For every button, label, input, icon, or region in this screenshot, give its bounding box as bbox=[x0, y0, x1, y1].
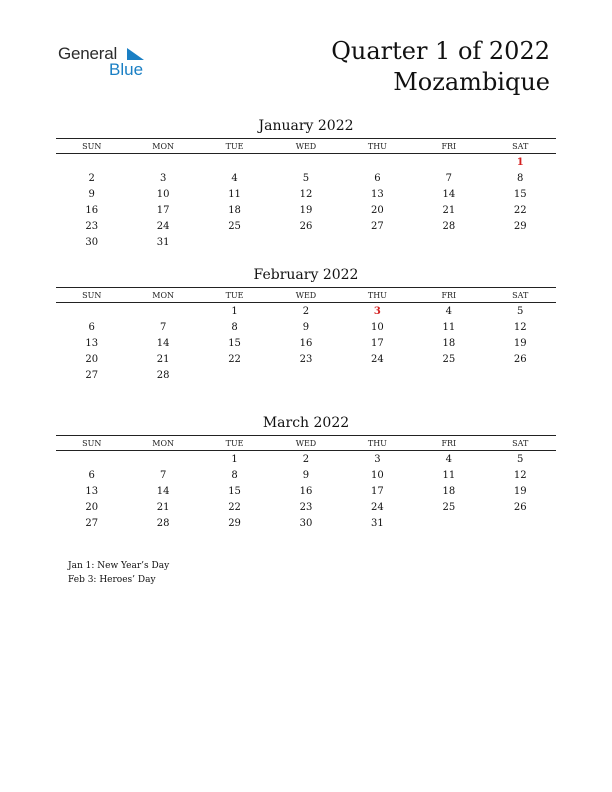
logo-word-blue: Blue bbox=[109, 60, 144, 79]
day-cell: 17 bbox=[371, 337, 384, 349]
week-row bbox=[56, 170, 556, 186]
holiday-notes bbox=[68, 559, 169, 587]
week-row bbox=[56, 218, 556, 234]
day-cell: 14 bbox=[442, 188, 456, 200]
weekday-label: FRI bbox=[441, 438, 457, 448]
weekday-label: FRI bbox=[441, 290, 457, 300]
day-cell: 11 bbox=[442, 469, 456, 481]
page-title bbox=[331, 36, 550, 98]
day-cell: 17 bbox=[371, 485, 384, 497]
day-cell: 11 bbox=[228, 188, 241, 200]
day-cell: 21 bbox=[156, 501, 170, 513]
weekday-label: MON bbox=[152, 290, 174, 300]
day-cell: 20 bbox=[85, 501, 99, 513]
weekday-label: SUN bbox=[82, 290, 102, 300]
day-cell: 15 bbox=[513, 188, 527, 200]
day-cell: 27 bbox=[85, 369, 99, 381]
day-cell: 27 bbox=[85, 517, 99, 529]
day-cell: 24 bbox=[371, 353, 384, 365]
day-cell: 25 bbox=[228, 220, 241, 232]
month-title: March 2022 bbox=[262, 415, 350, 431]
day-cell: 19 bbox=[513, 485, 527, 497]
day-cell: 6 bbox=[88, 321, 95, 333]
day-cell: 4 bbox=[445, 453, 452, 465]
day-cell: 18 bbox=[442, 485, 456, 497]
day-cell: 1 bbox=[516, 156, 524, 168]
day-cell: 5 bbox=[517, 305, 524, 317]
day-cell: 7 bbox=[159, 469, 167, 481]
day-cell: 3 bbox=[374, 453, 381, 465]
day-cell: 14 bbox=[156, 337, 170, 349]
day-cell: 15 bbox=[228, 337, 241, 349]
day-cell: 22 bbox=[228, 501, 241, 513]
weekday-label: FRI bbox=[441, 141, 457, 151]
day-cell: 9 bbox=[88, 188, 95, 200]
day-cell: 7 bbox=[159, 321, 167, 333]
week-row bbox=[56, 202, 556, 218]
weekday-label: WED bbox=[295, 141, 317, 151]
month-title: January 2022 bbox=[258, 118, 354, 134]
week-row bbox=[56, 515, 556, 531]
holiday-note: Jan 1: New Year’s Day bbox=[68, 561, 170, 571]
day-cell: 6 bbox=[88, 469, 95, 481]
day-cell: 28 bbox=[442, 220, 456, 232]
day-cell: 16 bbox=[299, 485, 313, 497]
weekday-header bbox=[56, 287, 556, 303]
week-row bbox=[56, 335, 556, 351]
day-cell: 6 bbox=[374, 172, 381, 184]
weekday-label: THU bbox=[367, 438, 387, 448]
month-title: February 2022 bbox=[253, 267, 359, 283]
day-cell: 31 bbox=[156, 236, 170, 248]
weekday-label: SUN bbox=[82, 141, 102, 151]
week-row bbox=[56, 186, 556, 202]
day-cell: 28 bbox=[156, 369, 170, 381]
weekday-label: TUE bbox=[225, 290, 244, 300]
weekday-label: THU bbox=[367, 141, 387, 151]
month-calendar bbox=[56, 413, 556, 531]
day-cell: 5 bbox=[517, 453, 524, 465]
day-cell: 26 bbox=[513, 353, 527, 365]
day-cell: 16 bbox=[85, 204, 99, 216]
logo-word-general: General bbox=[58, 44, 118, 63]
weekday-label: SAT bbox=[512, 141, 529, 151]
day-cell: 28 bbox=[156, 517, 170, 529]
day-cell: 27 bbox=[371, 220, 384, 232]
weekday-header bbox=[56, 138, 556, 154]
day-cell: 3 bbox=[159, 172, 167, 184]
day-cell: 1 bbox=[231, 305, 238, 317]
day-cell: 12 bbox=[513, 469, 527, 481]
day-cell: 29 bbox=[228, 517, 241, 529]
day-cell: 19 bbox=[513, 337, 527, 349]
day-cell: 18 bbox=[442, 337, 456, 349]
day-cell: 14 bbox=[156, 485, 170, 497]
day-cell: 8 bbox=[231, 469, 238, 481]
week-row bbox=[56, 154, 556, 170]
day-cell: 12 bbox=[299, 188, 313, 200]
day-cell: 2 bbox=[88, 172, 95, 184]
weekday-label: SAT bbox=[512, 290, 529, 300]
week-row bbox=[56, 351, 556, 367]
weekday-label: MON bbox=[152, 141, 174, 151]
weekday-label: MON bbox=[152, 438, 174, 448]
holiday-note: Feb 3: Heroes’ Day bbox=[68, 575, 156, 585]
day-cell: 13 bbox=[85, 485, 99, 497]
title-quarter: Quarter 1 of 2022 bbox=[331, 37, 550, 65]
day-cell: 4 bbox=[445, 305, 452, 317]
day-cell: 21 bbox=[156, 353, 170, 365]
week-row bbox=[56, 234, 556, 250]
day-cell: 10 bbox=[371, 321, 384, 333]
weekday-label: THU bbox=[367, 290, 387, 300]
day-cell: 25 bbox=[442, 501, 456, 513]
day-cell: 9 bbox=[302, 469, 310, 481]
day-cell: 10 bbox=[371, 469, 384, 481]
day-cell: 30 bbox=[85, 236, 99, 248]
day-cell: 15 bbox=[228, 485, 241, 497]
month-calendar bbox=[56, 116, 556, 250]
day-cell: 20 bbox=[85, 353, 99, 365]
day-cell: 29 bbox=[513, 220, 527, 232]
day-cell: 26 bbox=[299, 220, 313, 232]
day-cell: 23 bbox=[85, 220, 99, 232]
day-cell: 11 bbox=[442, 321, 456, 333]
day-cell: 8 bbox=[231, 321, 238, 333]
day-cell: 23 bbox=[299, 353, 313, 365]
week-row bbox=[56, 499, 556, 515]
day-cell: 31 bbox=[371, 517, 384, 529]
day-cell: 5 bbox=[302, 172, 310, 184]
day-cell: 2 bbox=[302, 453, 310, 465]
week-row bbox=[56, 303, 556, 319]
day-cell: 3 bbox=[373, 305, 381, 317]
weekday-label: SUN bbox=[82, 438, 102, 448]
day-cell: 9 bbox=[302, 321, 310, 333]
day-cell: 8 bbox=[517, 172, 524, 184]
weekday-label: WED bbox=[295, 438, 317, 448]
week-row bbox=[56, 319, 556, 335]
weekday-label: SAT bbox=[512, 438, 529, 448]
day-cell: 22 bbox=[513, 204, 527, 216]
day-cell: 20 bbox=[371, 204, 384, 216]
weekday-header bbox=[56, 435, 556, 451]
day-cell: 10 bbox=[156, 188, 170, 200]
day-cell: 19 bbox=[299, 204, 313, 216]
month-calendar bbox=[56, 265, 556, 383]
day-cell: 22 bbox=[228, 353, 241, 365]
day-cell: 24 bbox=[156, 220, 170, 232]
day-cell: 16 bbox=[299, 337, 313, 349]
day-cell: 17 bbox=[156, 204, 170, 216]
day-cell: 21 bbox=[442, 204, 456, 216]
day-cell: 24 bbox=[371, 501, 384, 513]
day-cell: 18 bbox=[228, 204, 241, 216]
weekday-label: TUE bbox=[225, 438, 244, 448]
day-cell: 30 bbox=[299, 517, 313, 529]
week-row bbox=[56, 467, 556, 483]
week-row bbox=[56, 483, 556, 499]
triangle-flag-icon bbox=[125, 47, 145, 61]
day-cell: 4 bbox=[231, 172, 238, 184]
day-cell: 23 bbox=[299, 501, 313, 513]
weekday-label: WED bbox=[295, 290, 317, 300]
day-cell: 7 bbox=[445, 172, 452, 184]
day-cell: 1 bbox=[231, 453, 238, 465]
day-cell: 26 bbox=[513, 501, 527, 513]
day-cell: 13 bbox=[371, 188, 384, 200]
day-cell: 12 bbox=[513, 321, 527, 333]
week-row bbox=[56, 367, 556, 383]
weekday-label: TUE bbox=[225, 141, 244, 151]
week-row bbox=[56, 451, 556, 467]
day-cell: 2 bbox=[302, 305, 310, 317]
day-cell: 25 bbox=[442, 353, 456, 365]
title-country: Mozambique bbox=[393, 68, 550, 96]
day-cell: 13 bbox=[85, 337, 99, 349]
